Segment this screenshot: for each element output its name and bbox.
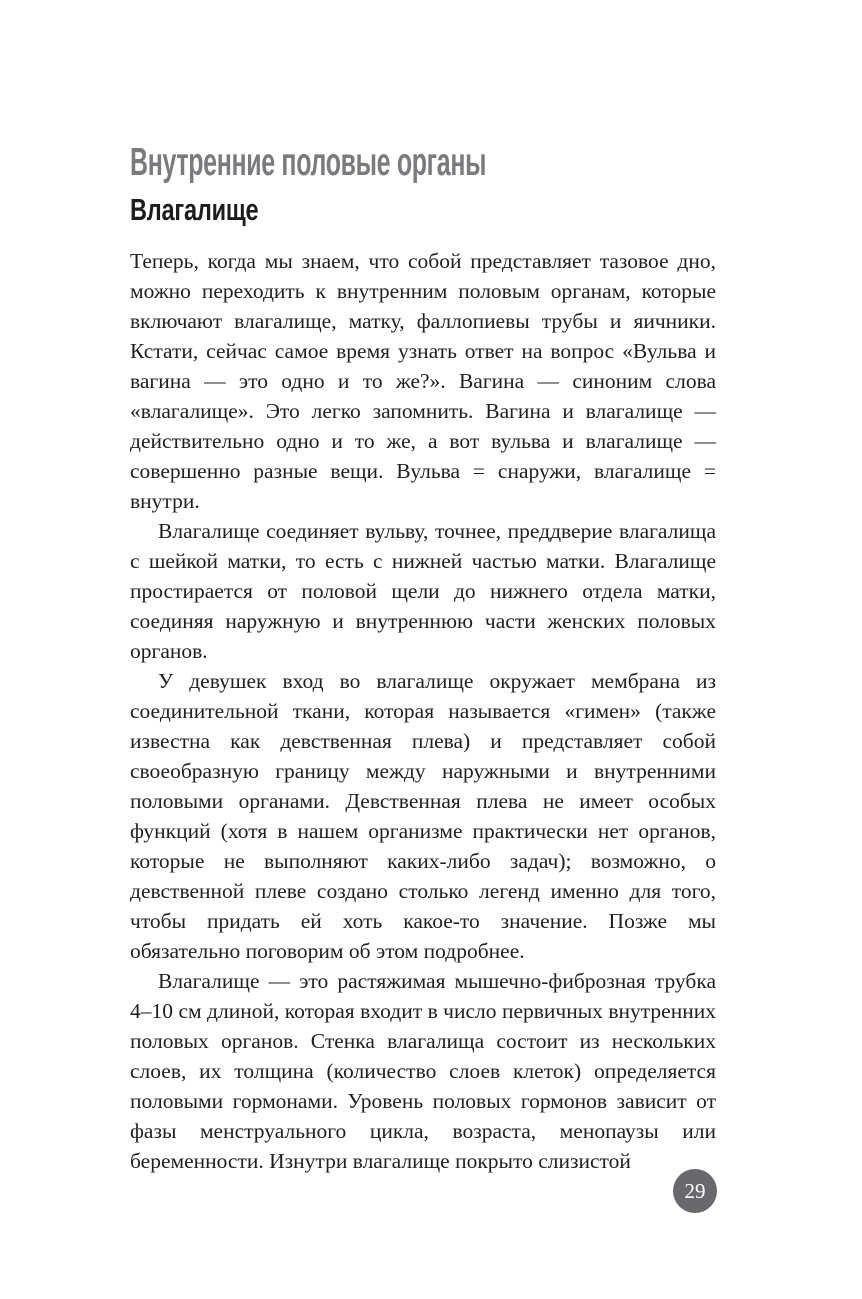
body-text (130, 246, 716, 1176)
chapter-heading (130, 140, 716, 186)
paragraph-1: Теперь, когда мы знаем, что собой представляет тазовое дно, можно переходить к внутренним половым органам, которые включают влагалище, матку, фаллопиевы трубы и яичники. Кстати, сейчас самое время узнать ответ на вопрос «Вульва и вагина — это одно и то же?». Вагина — синоним слова «влагалище». Это легко запомнить. Вагина и влагалище — действительно одно и то же, а вот вульва и влагалище — совершенно разные вещи. Вульва = снаружи, влагалище = внутри. (130, 249, 716, 513)
section-heading-text: Влагалище (130, 192, 259, 227)
page-number-badge (673, 1169, 717, 1213)
paragraph-2: Влагалище соединяет вульву, точнее, преддверие влагалища с шейкой матки, то есть с нижней частью матки. Влагалище простирается от половой щели до нижнего отдела матки, соединяя наружную и внутреннюю части женских половых органов. (130, 519, 716, 663)
chapter-heading-text: Внутренние половые органы (130, 141, 487, 184)
section-heading (130, 192, 716, 228)
paragraph-4: Влагалище — это растяжимая мышечно-фиброзная трубка 4–10 см длиной, которая входит в число первичных внутренних половых органов. Стенка влагалища состоит из нескольких слоев, их толщина (количество слоев клеток) определяется половыми гормонами. Уровень половых гормонов зависит от фазы менструального цикла, возраста, менопаузы или беременности. Изнутри влагалище покрыто слизистой (130, 969, 716, 1173)
paragraph-3: У девушек вход во влагалище окружает мембрана из соединительной ткани, которая называется «гимен» (также известна как девственная плева) и представляет собой своеобразную границу между наружными и внутренними половыми органами. Девственная плева не имеет особых функций (хотя в нашем организме практически нет органов, которые не выполняют каких-либо задач); возможно, о девственной плеве создано столько легенд именно для того, чтобы придать ей хоть какое-то значение. Позже мы обязательно поговорим об этом подробнее. (130, 669, 716, 963)
page-number: 29 (684, 1178, 706, 1203)
text-block (130, 140, 716, 1176)
